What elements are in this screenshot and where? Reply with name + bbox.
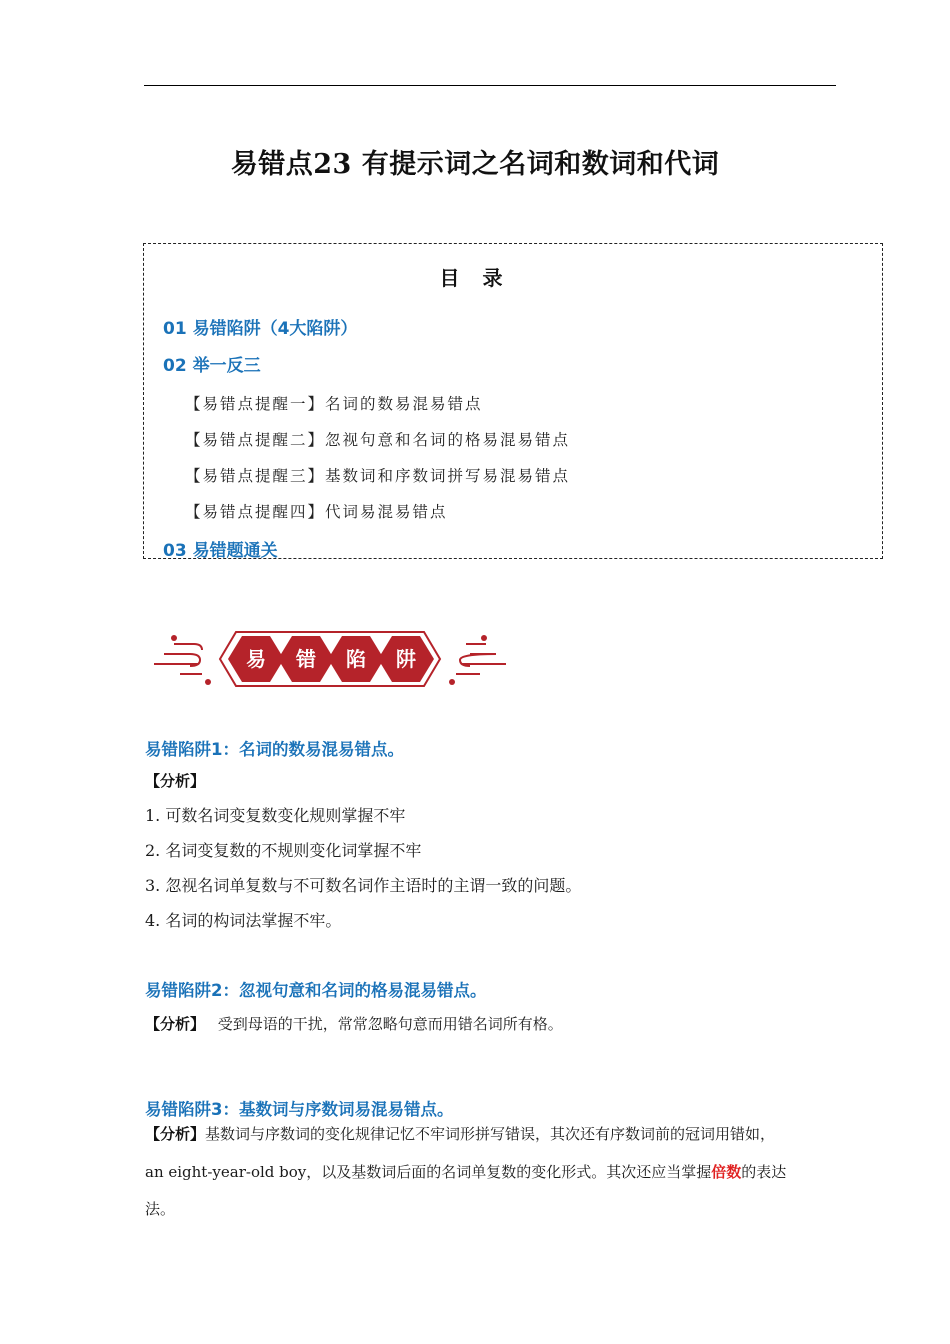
toc-section-3[interactable]: 03 易错题通关 — [163, 541, 278, 561]
toc-item-1[interactable]: 【易错点提醒一】名词的数易混易错点 — [185, 395, 483, 413]
ornament-dot-icon — [171, 635, 177, 641]
trap2-analysis — [145, 1013, 563, 1034]
trap3-analysis-tag: 【分析】 — [145, 1125, 206, 1143]
ornament-dot-icon — [449, 679, 455, 685]
trap3-analysis-line1: 【分析】基数词与序数词的变化规律记忆不牢词形拼写错误，其次还有序数词前的冠词用错如， — [145, 1125, 776, 1143]
toc-item-4[interactable]: 【易错点提醒四】代词易混易错点 — [185, 503, 448, 521]
ornament-dot-icon — [481, 635, 487, 641]
highlight-multiples: 倍数 — [711, 1163, 742, 1181]
trap1-point-1: 1. 可数名词变复数变化规则掌握不牢 — [145, 806, 406, 825]
toc-section-2[interactable]: 02 举一反三 — [163, 356, 261, 376]
trap2-analysis-text: 受到母语的干扰，常常忽略句意而用错名词所有格。 — [217, 1015, 563, 1033]
header-rule — [144, 85, 836, 86]
trap3-analysis-line2: an eight-year-old boy，以及基数词后面的名词单复数的变化形式。其次还应当掌握倍数的表达 — [145, 1163, 787, 1181]
toc-item-2[interactable]: 【易错点提醒二】忽视句意和名词的格易混易错点 — [185, 431, 571, 449]
trap1-point-4: 4. 名词的构词法掌握不牢。 — [145, 911, 342, 930]
trap2-analysis-tag: 【分析】 — [145, 1015, 206, 1033]
trap1-analysis-tag: 【分析】 — [145, 772, 206, 790]
trap1-heading: 易错陷阱1：名词的数易混易错点。 — [145, 740, 404, 759]
toc-heading: 目 录 — [439, 266, 511, 290]
right-ornament-icon — [456, 644, 506, 674]
trap-banner — [150, 626, 510, 692]
trap2-heading: 易错陷阱2：忽视句意和名词的格易混易错点。 — [145, 981, 487, 1000]
toc-section-1[interactable]: 01 易错陷阱（4大陷阱） — [163, 319, 358, 339]
trap3-analysis-line3: 法。 — [145, 1200, 176, 1218]
banner-char-3: 陷 — [346, 647, 366, 671]
page-title: 易错点23 有提示词之名词和数词和代词 — [230, 149, 720, 180]
banner-char-2: 错 — [296, 647, 316, 671]
ornament-dot-icon — [205, 679, 211, 685]
toc-item-3[interactable]: 【易错点提醒三】基数词和序数词拼写易混易错点 — [185, 467, 571, 485]
banner-char-1: 易 — [246, 647, 266, 671]
banner-char-4: 阱 — [396, 647, 416, 671]
trap1-point-2: 2. 名词变复数的不规则变化词掌握不牢 — [145, 841, 422, 860]
trap3-heading: 易错陷阱3：基数词与序数词易混易错点。 — [145, 1100, 454, 1119]
trap1-point-3: 3. 忽视名词单复数与不可数名词作主语时的主谓一致的问题。 — [145, 876, 582, 895]
left-ornament-icon — [154, 644, 202, 674]
